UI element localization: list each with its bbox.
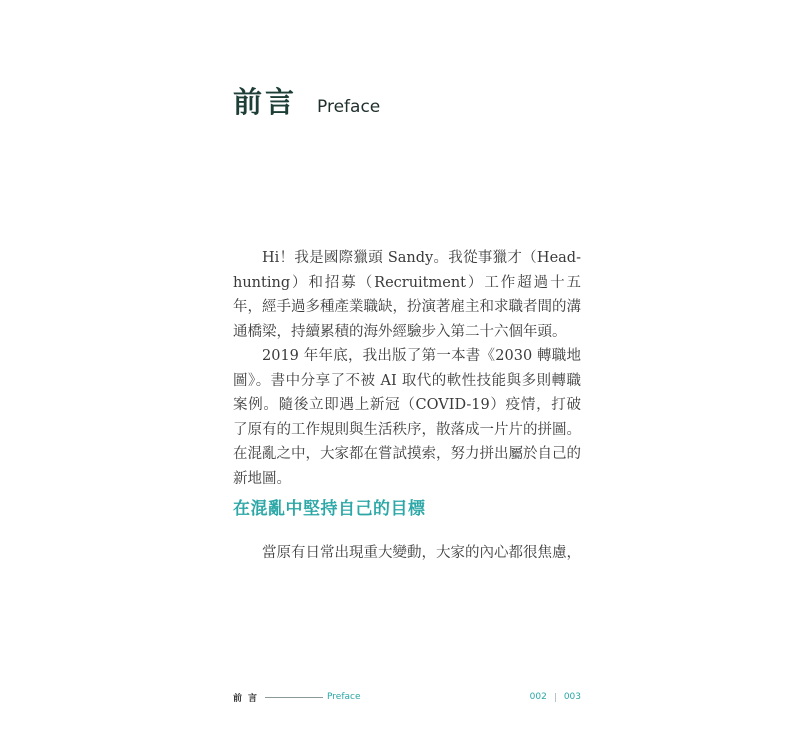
chapter-title-zh: 前言 [233,85,298,119]
chapter-title [233,80,380,121]
footer-section-zh: 前言 [233,693,264,704]
page-number-left: 002 [529,692,547,702]
page-number-right: 003 [563,692,581,702]
page-number-separator [555,693,556,702]
footer-rule [265,697,323,698]
body-text [233,246,581,491]
page-footer [233,690,581,704]
section-heading: 在混亂中堅持自己的目標 [233,499,426,519]
paragraph-2: 2019 年年底，我出版了第一本書《2030 轉職地圖》。書中分享了不被 AI 取代的軟性技能與多則轉職案例。隨後立即遇上新冠（COVID-19）疫情，打破了原有的工作規則與生活秩序，散落成一片片的拼圖。在混亂之中，大家都在嘗試摸索，努力拼出屬於自己的新地圖。 [233,348,581,487]
paragraph-1: Hi！我是國際獵頭 Sandy。我從事獵才（Head-hunting）和招募（Recruitment）工作超過十五年，經手過多種產業職缺，扮演著雇主和求職者間的溝通橋梁，持續累積的海外經驗步入第二十六個年頭。 [233,250,581,340]
page-numbers [530,692,581,702]
chapter-title-en: Preface [317,97,381,117]
footer-section-en: Preface [327,692,361,702]
section-paragraph: 當原有日常出現重大變動，大家的內心都很焦慮， [262,545,581,561]
